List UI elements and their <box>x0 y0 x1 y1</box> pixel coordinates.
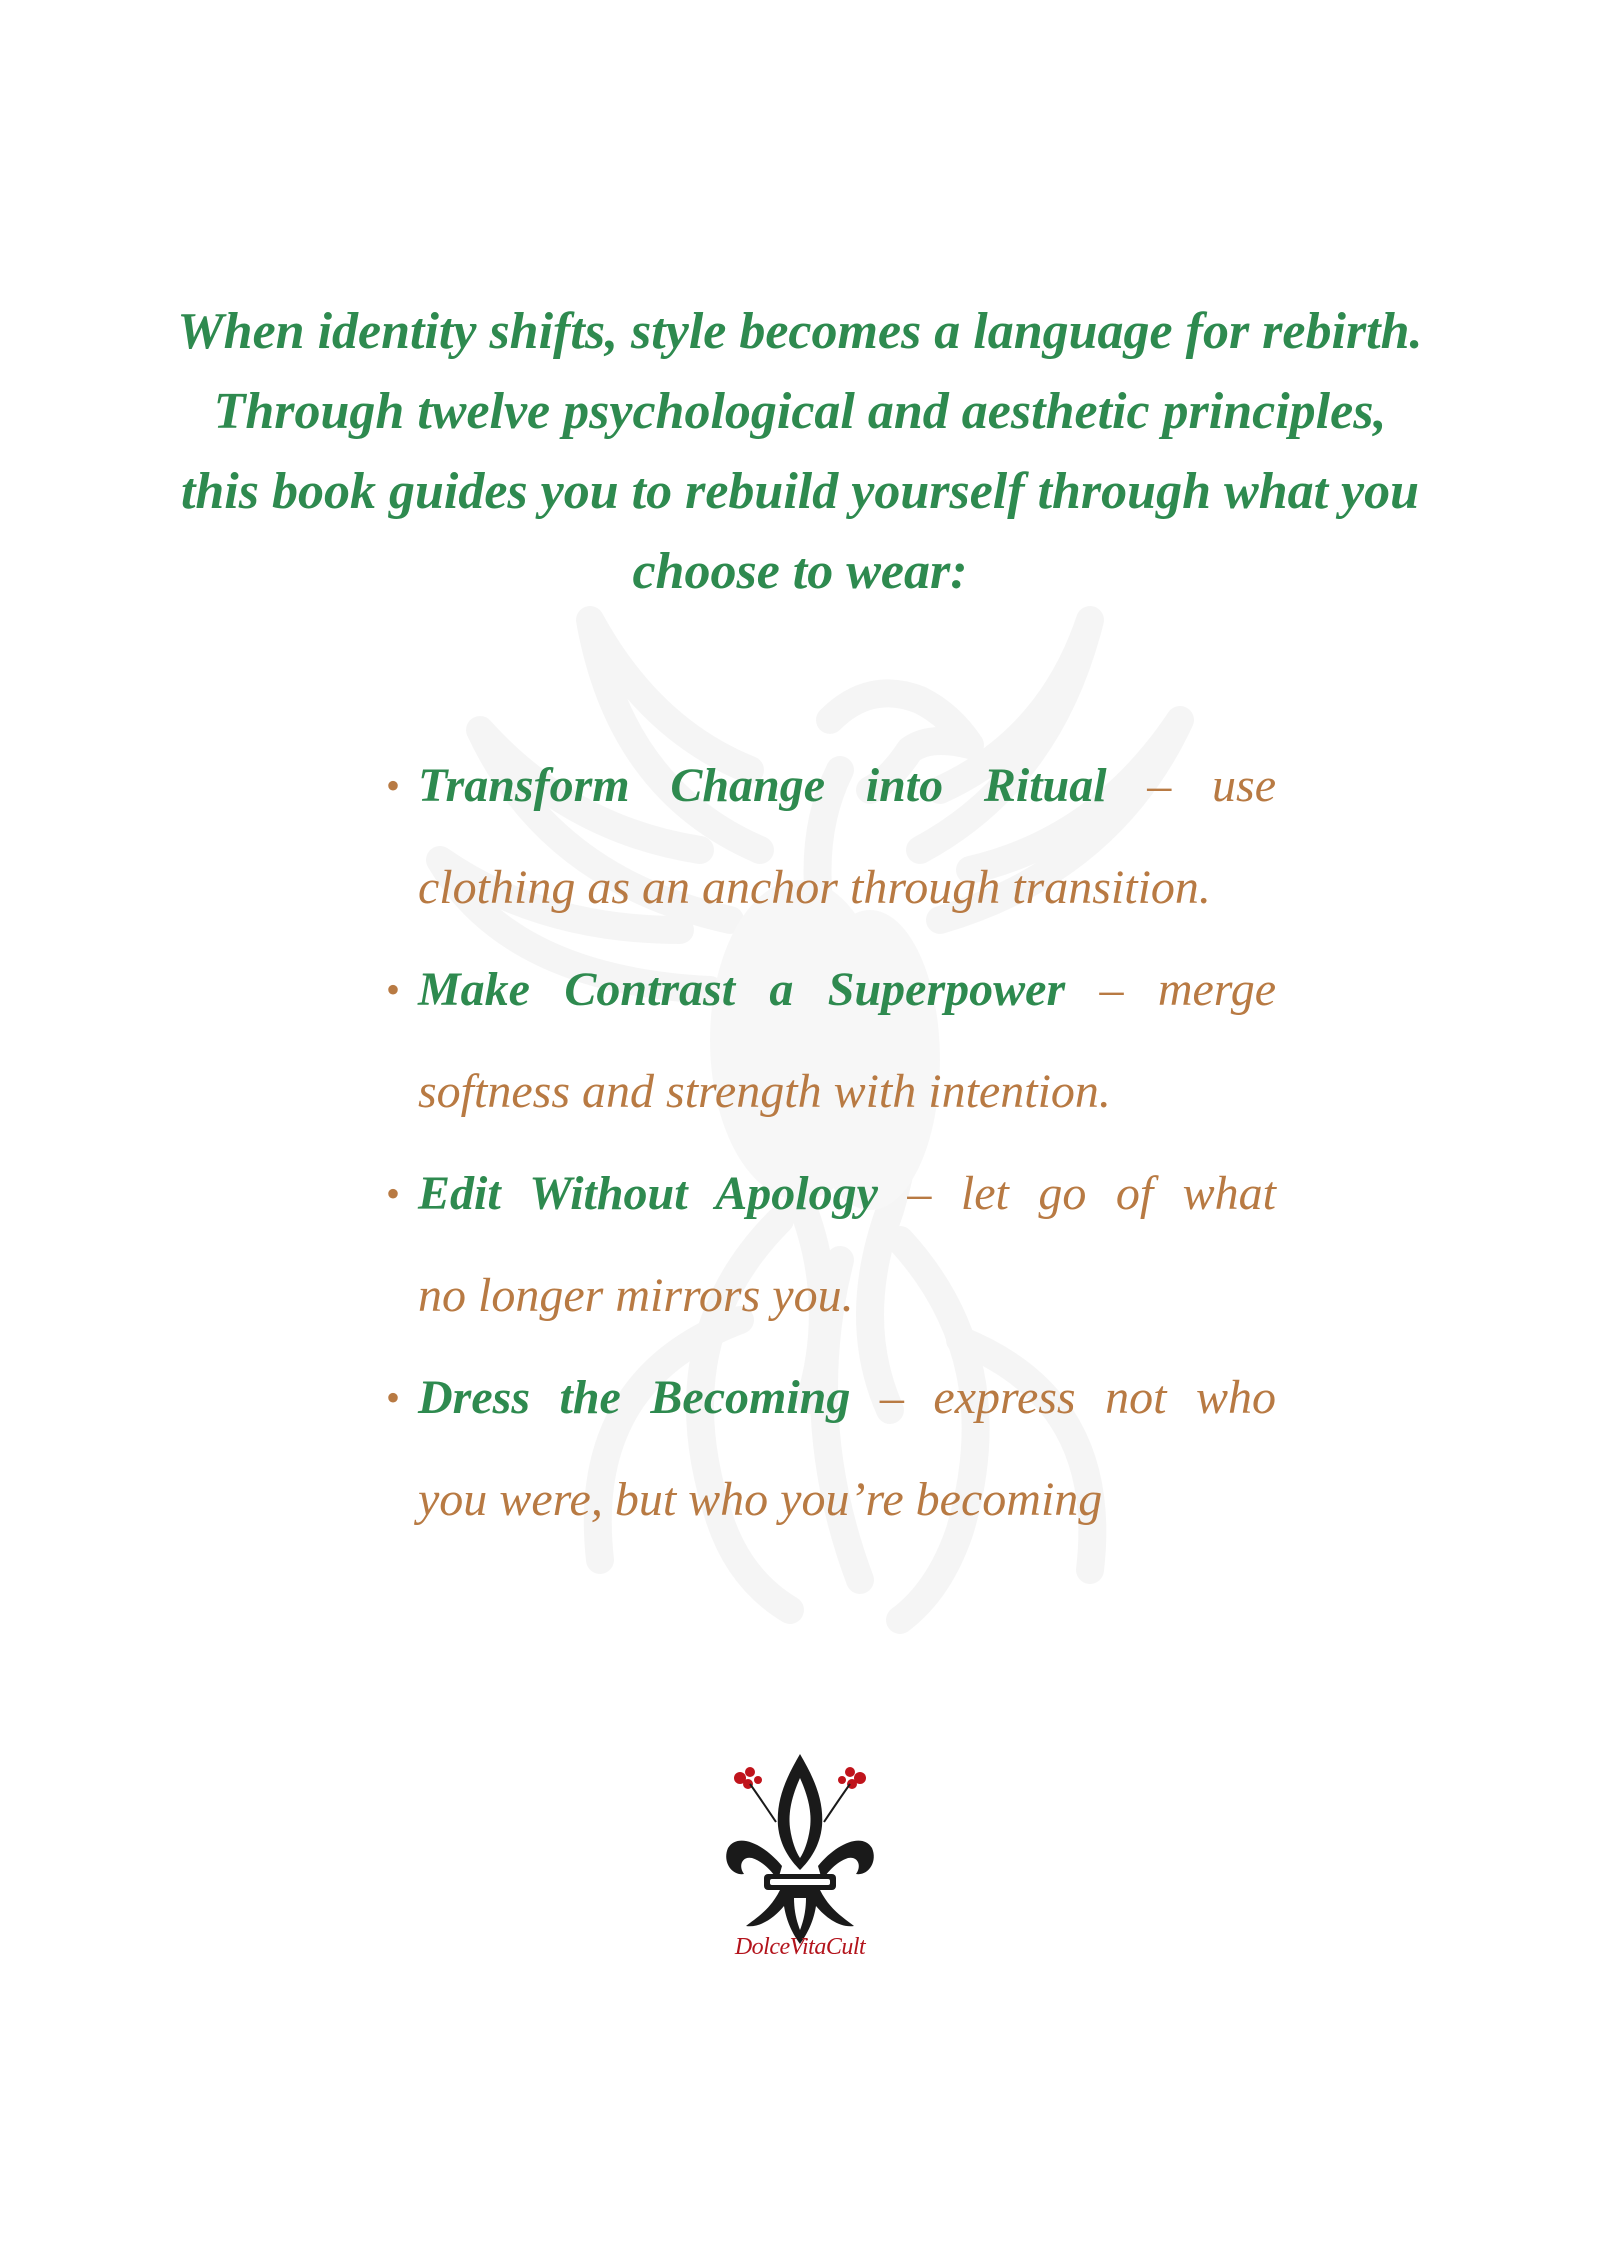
principle-line-2: no longer mirrors you. <box>418 1269 854 1322</box>
bullet-icon: • <box>386 1171 401 1216</box>
principle-line-2: you were, but who you’re becoming <box>418 1473 1103 1526</box>
principle-line-1 <box>418 1143 1276 1245</box>
principle-line-1 <box>418 1347 1276 1449</box>
principle-line-1 <box>418 939 1276 1041</box>
list-item <box>386 939 1276 1143</box>
principle-term: Make Contrast a Superpower <box>418 963 1066 1016</box>
intro-line-2: Through twelve psychological and aesthetic principles, <box>213 383 1387 440</box>
bullet-icon: • <box>386 967 401 1012</box>
principle-line-2: clothing as an anchor through transition. <box>418 861 1211 914</box>
principle-term: Edit Without Apology <box>418 1167 878 1220</box>
brand-signature: DolceVitaCult <box>734 1934 866 1960</box>
principle-term: Dress the Becoming <box>418 1371 851 1424</box>
principle-rest: – let go of what <box>877 1167 1276 1220</box>
principle-line-1 <box>418 735 1276 837</box>
principles-list <box>386 735 1276 1551</box>
intro-paragraph <box>100 292 1500 612</box>
intro-line-3: this book guides you to rebuild yourself through what you <box>180 463 1420 520</box>
list-item <box>386 1347 1276 1551</box>
intro-line-4: choose to wear: <box>632 543 968 600</box>
list-item <box>386 1143 1276 1347</box>
principle-rest: – express not who <box>850 1371 1276 1424</box>
principle-rest: – merge <box>1065 963 1276 1016</box>
principle-line-2: softness and strength with intention. <box>418 1065 1111 1118</box>
principle-term: Transform Change into Ritual <box>418 759 1107 812</box>
intro-line-1: When identity shifts, style becomes a language for rebirth. <box>177 303 1423 360</box>
bullet-icon: • <box>386 1375 401 1420</box>
list-item <box>386 735 1276 939</box>
principle-rest: – use <box>1106 759 1277 812</box>
bullet-icon: • <box>386 763 401 808</box>
